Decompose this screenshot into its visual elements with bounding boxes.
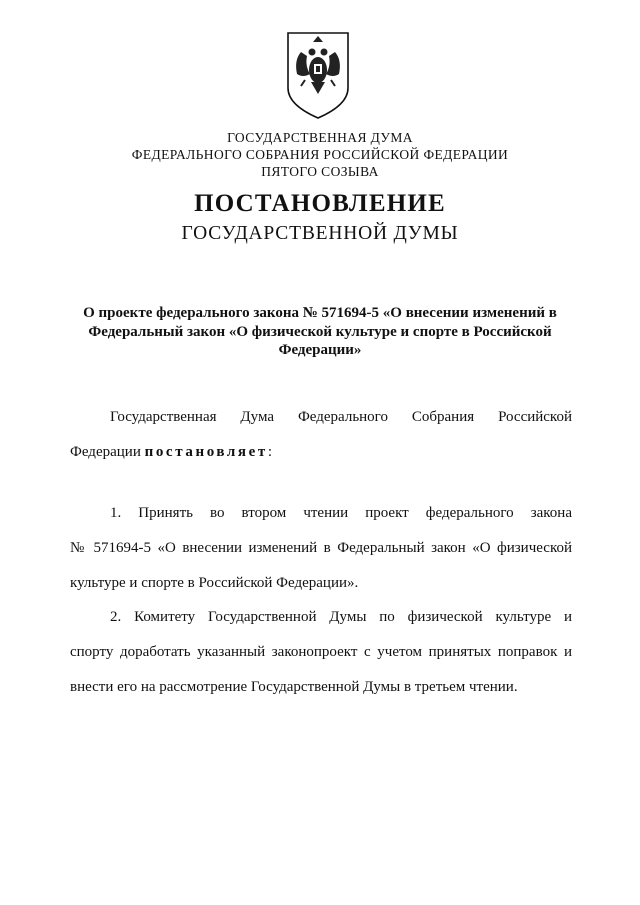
item-1-line-2: № 571694-5 «О внесении изменений в Федеральный закон «О физической: [70, 540, 572, 556]
item-1-line-1: 1. Принять во втором чтении проект федерального закона: [110, 505, 572, 521]
preamble-line-2: [70, 443, 572, 462]
item-2-line-1: 2. Комитету Государственной Думы по физической культуре и: [110, 609, 572, 625]
subject-line-2: Федеральный закон «О физической культуре и спорте в Российской: [88, 323, 552, 340]
preamble-suffix: :: [267, 444, 273, 460]
subject-line-1: О проекте федерального закона № 571694-5 «О внесении изменений в: [83, 305, 557, 321]
header-line-3: ПЯТОГО СОЗЫВА: [261, 164, 379, 179]
document-title: ПОСТАНОВЛЕНИЕ: [194, 190, 446, 217]
decree-verb: постановляет: [144, 444, 268, 460]
resolution-subject: [70, 304, 570, 360]
preamble-prefix: Федерации: [70, 444, 145, 460]
subject-line-3: Федерации»: [278, 342, 362, 358]
item-2-line-2: спорту доработать указанный законопроект с учетом принятых поправок и: [70, 644, 572, 660]
document-subtitle: ГОСУДАРСТВЕННОЙ ДУМЫ: [181, 223, 459, 244]
item-2-line-3: внести его на рассмотрение Государственной Думы в третьем чтении.: [70, 679, 518, 695]
item-1-line-3: культуре и спорте в Российской Федерации».: [70, 575, 359, 591]
header-line-2: ФЕДЕРАЛЬНОГО СОБРАНИЯ РОССИЙСКОЙ ФЕДЕРАЦИИ: [131, 147, 509, 162]
coat-of-arms-icon: [283, 30, 353, 122]
header-line-1: ГОСУДАРСТВЕННАЯ ДУМА: [227, 130, 413, 145]
preamble-line-1: Государственная Дума Федерального Собрания Российской: [110, 409, 572, 425]
